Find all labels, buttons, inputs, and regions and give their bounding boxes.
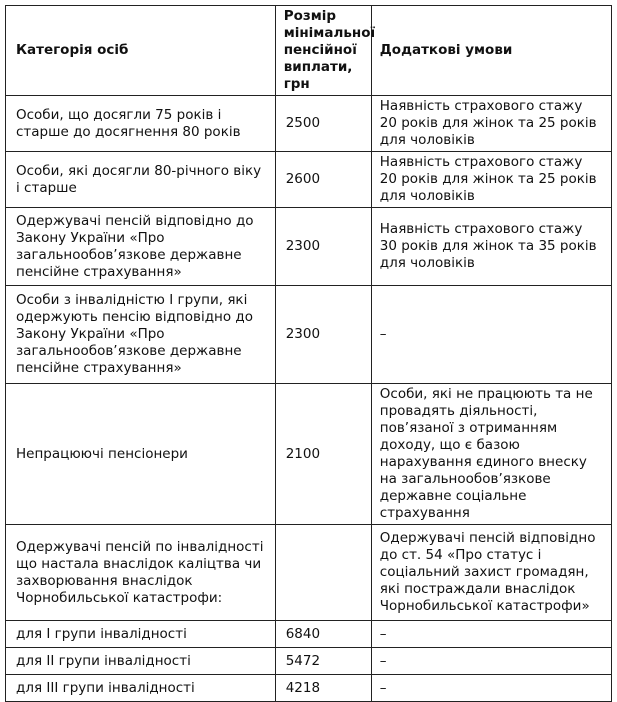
table-row [6,286,612,384]
cell-amount: 2500 [275,96,371,152]
header-conditions: Додаткові умови [371,6,611,96]
table-row [6,675,612,702]
table-row [6,621,612,648]
table-row [6,525,612,621]
cell-amount: 2100 [275,384,371,525]
cell-amount [275,525,371,621]
cell-amount: 6840 [275,621,371,648]
cell-amount: 2600 [275,152,371,208]
cell-conditions: – [371,648,611,675]
cell-conditions: Наявність страхового стажу 30 років для жінок та 35 років для чоловіків [371,208,611,286]
cell-conditions: – [371,675,611,702]
cell-category: Непрацюючі пенсіонери [6,384,276,525]
cell-category: Особи, що досягли 75 років і старше до досягнення 80 років [6,96,276,152]
cell-amount: 4218 [275,675,371,702]
cell-amount: 2300 [275,208,371,286]
cell-conditions: Наявність страхового стажу 20 років для жінок та 25 років для чоловіків [371,96,611,152]
cell-category: для II групи інвалідності [6,648,276,675]
table-row [6,208,612,286]
table-row [6,152,612,208]
table-row [6,384,612,525]
cell-category: Одержувачі пенсій по інвалідності що настала внаслідок каліцтва чи захворювання внаслідок Чорнобильської катастрофи: [6,525,276,621]
pension-table [5,5,612,702]
cell-category: Особи з інвалідністю I групи, які одержують пенсію відповідно до Закону України «Про загальнообов’язкове державне пенсійне страхування» [6,286,276,384]
cell-conditions: Особи, які не працюють та не провадять діяльності, пов’язаної з отриманням доходу, що є базою нарахування єдиного внеску на загальнообов’язкове державне соціальне страхування [371,384,611,525]
cell-category: Одержувачі пенсій відповідно до Закону України «Про загальнообов’язкове державне пенсійне страхування» [6,208,276,286]
table-row [6,648,612,675]
cell-conditions: Одержувачі пенсій відповідно до ст. 54 «Про статус і соціальний захист громадян, які постраждали внаслідок Чорнобильської катастрофи» [371,525,611,621]
header-category: Категорія осіб [6,6,276,96]
cell-conditions: Наявність страхового стажу 20 років для жінок та 25 років для чоловіків [371,152,611,208]
header-amount: Розмір мінімальної пенсійної виплати, грн [275,6,371,96]
cell-amount: 2300 [275,286,371,384]
table-row [6,96,612,152]
cell-conditions: – [371,621,611,648]
cell-conditions: – [371,286,611,384]
cell-category: для III групи інвалідності [6,675,276,702]
cell-category: для I групи інвалідності [6,621,276,648]
table-header-row [6,6,612,96]
cell-amount: 5472 [275,648,371,675]
cell-category: Особи, які досягли 80-річного віку і старше [6,152,276,208]
